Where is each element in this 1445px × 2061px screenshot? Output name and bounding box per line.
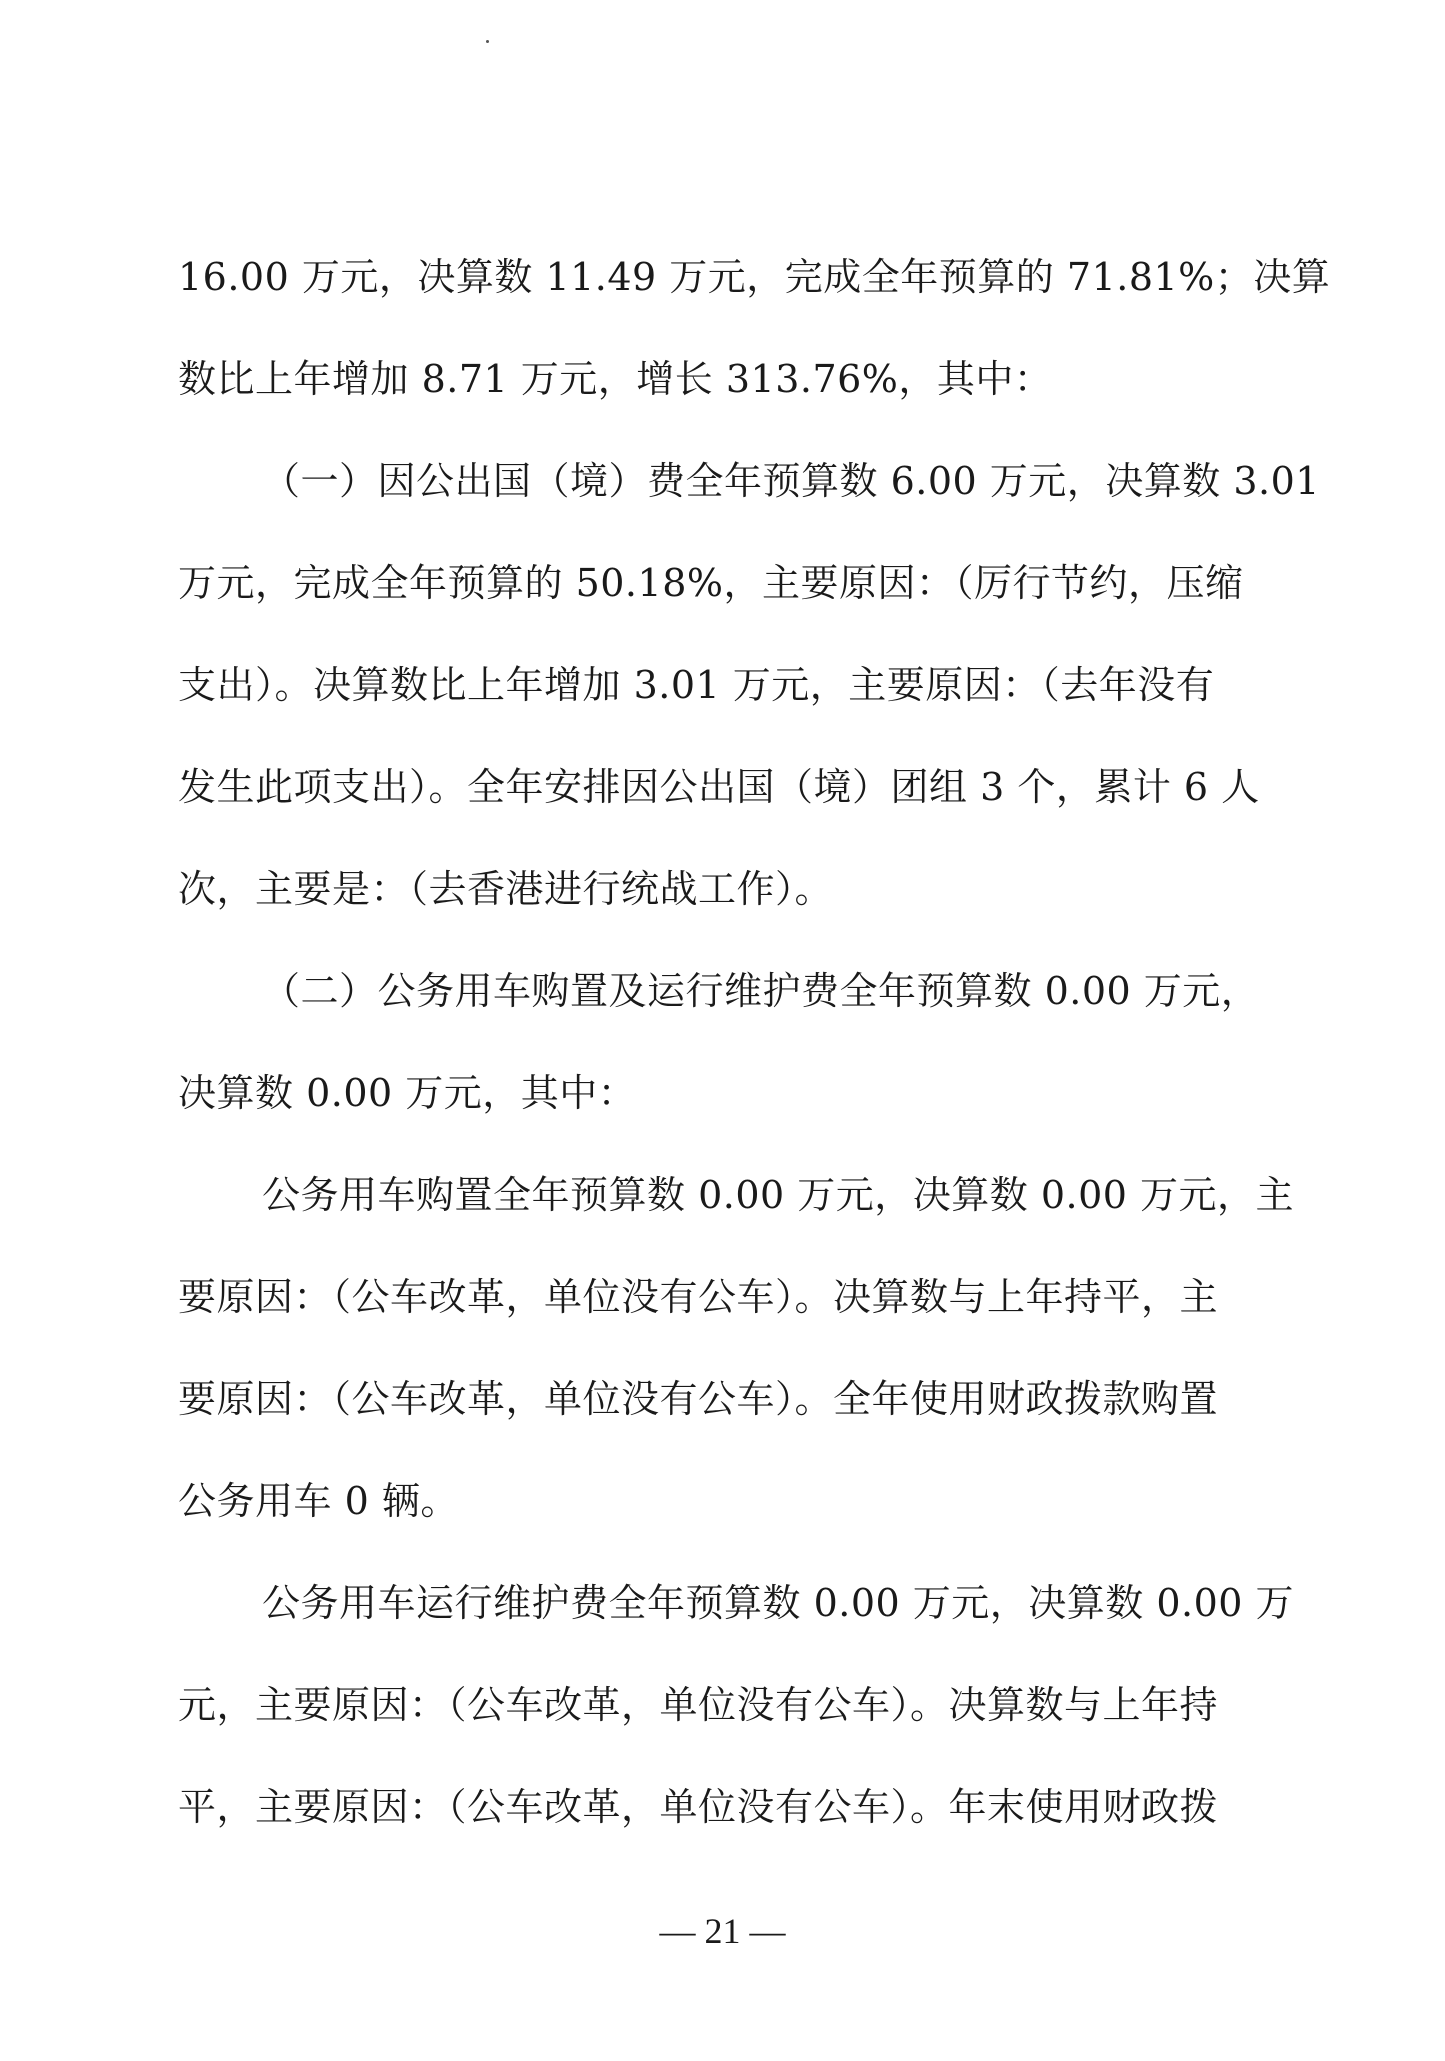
text-line: 发生此项支出）。全年安排因公出国（境）团组 3 个，累计 6 人	[178, 765, 1260, 809]
text-line: 公务用车运行维护费全年预算数 0.00 万元，决算数 0.00 万	[262, 1581, 1295, 1625]
document-body	[178, 226, 1331, 1858]
page-number: — 21 —	[659, 1911, 786, 1951]
text-line: 要原因：（公车改革，单位没有公车）。决算数与上年持平，主	[178, 1275, 1219, 1319]
text-line: 16.00 万元，决算数 11.49 万元，完成全年预算的 71.81%；决算	[178, 255, 1331, 299]
text-line: 数比上年增加 8.71 万元，增长 313.76%，其中：	[178, 357, 1053, 401]
text-line: 要原因：（公车改革，单位没有公车）。全年使用财政拨款购置	[178, 1377, 1219, 1421]
text-line: （一）因公出国（境）费全年预算数 6.00 万元，决算数 3.01	[262, 459, 1320, 503]
text-line: 公务用车购置全年预算数 0.00 万元，决算数 0.00 万元，主	[262, 1173, 1295, 1217]
text-line: 次，主要是：（去香港进行统战工作）。	[178, 867, 834, 911]
scan-dot	[486, 40, 489, 43]
text-line: 平，主要原因：（公车改革，单位没有公车）。年末使用财政拨	[178, 1785, 1219, 1829]
text-line: （二）公务用车购置及运行维护费全年预算数 0.00 万元，	[262, 969, 1260, 1013]
text-line: 支出）。决算数比上年增加 3.01 万元，主要原因：（去年没有	[178, 663, 1215, 707]
text-line: 万元，完成全年预算的 50.18%，主要原因：（厉行节约，压缩	[178, 561, 1244, 605]
text-line: 元，主要原因：（公车改革，单位没有公车）。决算数与上年持	[178, 1683, 1219, 1727]
text-line: 公务用车 0 辆。	[178, 1479, 459, 1523]
text-line: 决算数 0.00 万元，其中：	[178, 1071, 637, 1115]
